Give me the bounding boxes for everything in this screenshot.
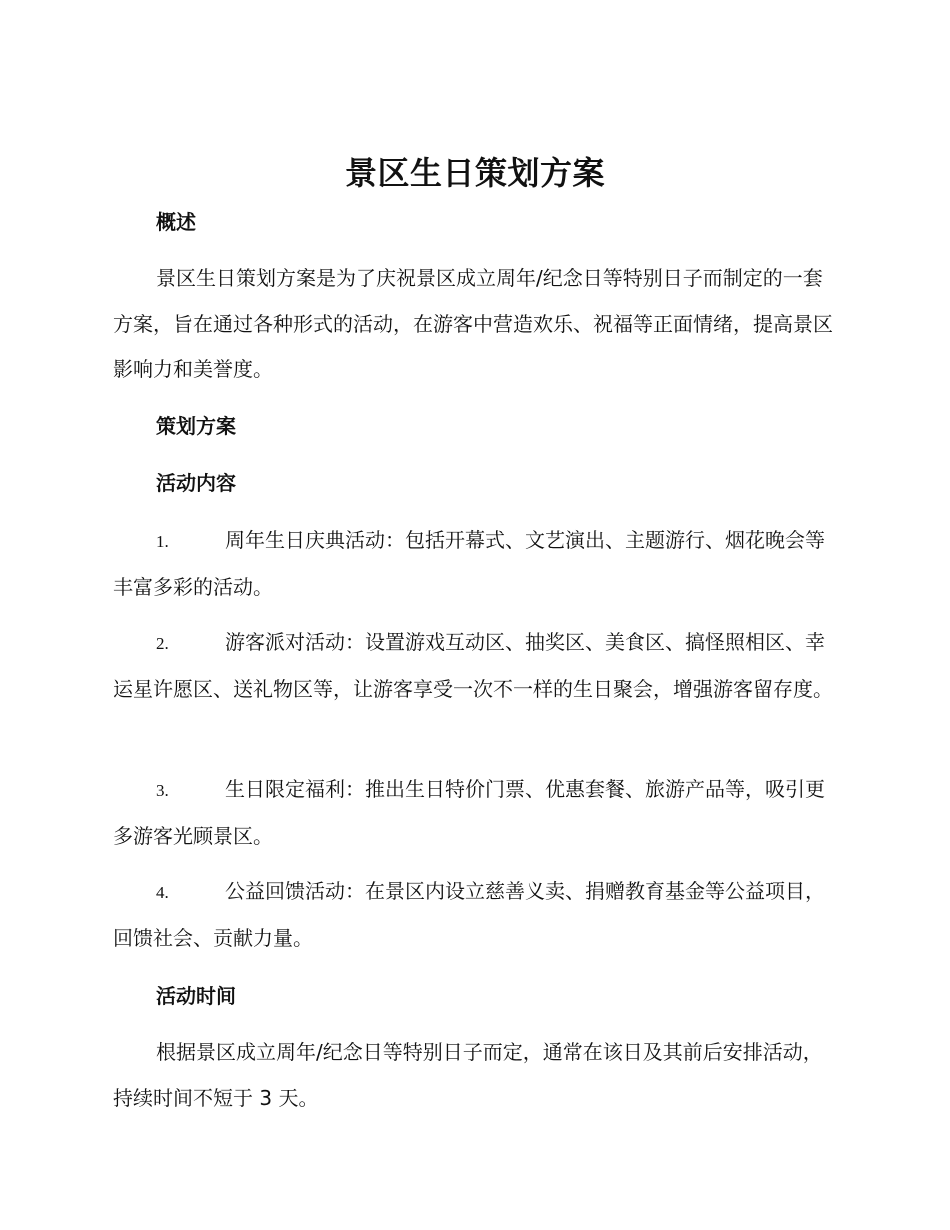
document-title: 景区生日策划方案 — [344, 154, 605, 192]
list-item-number: 1. — [156, 532, 169, 551]
list-item-text: 游客派对活动：设置游戏互动区、抽奖区、美食区、搞怪照相区、幸运星许愿区、送礼物区等，让游客享受一次不一样的生日聚会，增强游客留存度。 — [113, 630, 833, 701]
list-item-4 — [113, 869, 835, 961]
overview-heading: 概述 — [156, 210, 196, 234]
list-item-text: 公益回馈活动：在景区内设立慈善义卖、捐赠教育基金等公益项目，回馈社会、贡献力量。 — [113, 879, 825, 950]
list-item-number: 3. — [156, 781, 169, 800]
list-item-number: 4. — [156, 883, 169, 902]
list-item-text: 周年生日庆典活动：包括开幕式、文艺演出、主题游行、烟花晚会等丰富多彩的活动。 — [113, 528, 825, 599]
list-item-number: 2. — [156, 634, 169, 653]
content-heading: 活动内容 — [156, 471, 236, 495]
list-item-text: 生日限定福利：推出生日特价门票、优惠套餐、旅游产品等，吸引更多游客光顾景区。 — [113, 777, 825, 848]
overview-paragraph: 景区生日策划方案是为了庆祝景区成立周年/纪念日等特别日子而制定的一套方案，旨在通过各种形式的活动，在游客中营造欢乐、祝福等正面情绪，提高景区影响力和美誉度。 — [113, 266, 833, 381]
list-item-2 — [113, 620, 835, 712]
list-item-1 — [113, 518, 835, 610]
plan-heading: 策划方案 — [156, 414, 236, 438]
time-heading: 活动时间 — [156, 984, 236, 1008]
time-paragraph: 根据景区成立周年/纪念日等特别日子而定，通常在该日及其前后安排活动，持续时间不短于 3 天。 — [113, 1040, 823, 1110]
list-item-3 — [113, 767, 835, 859]
